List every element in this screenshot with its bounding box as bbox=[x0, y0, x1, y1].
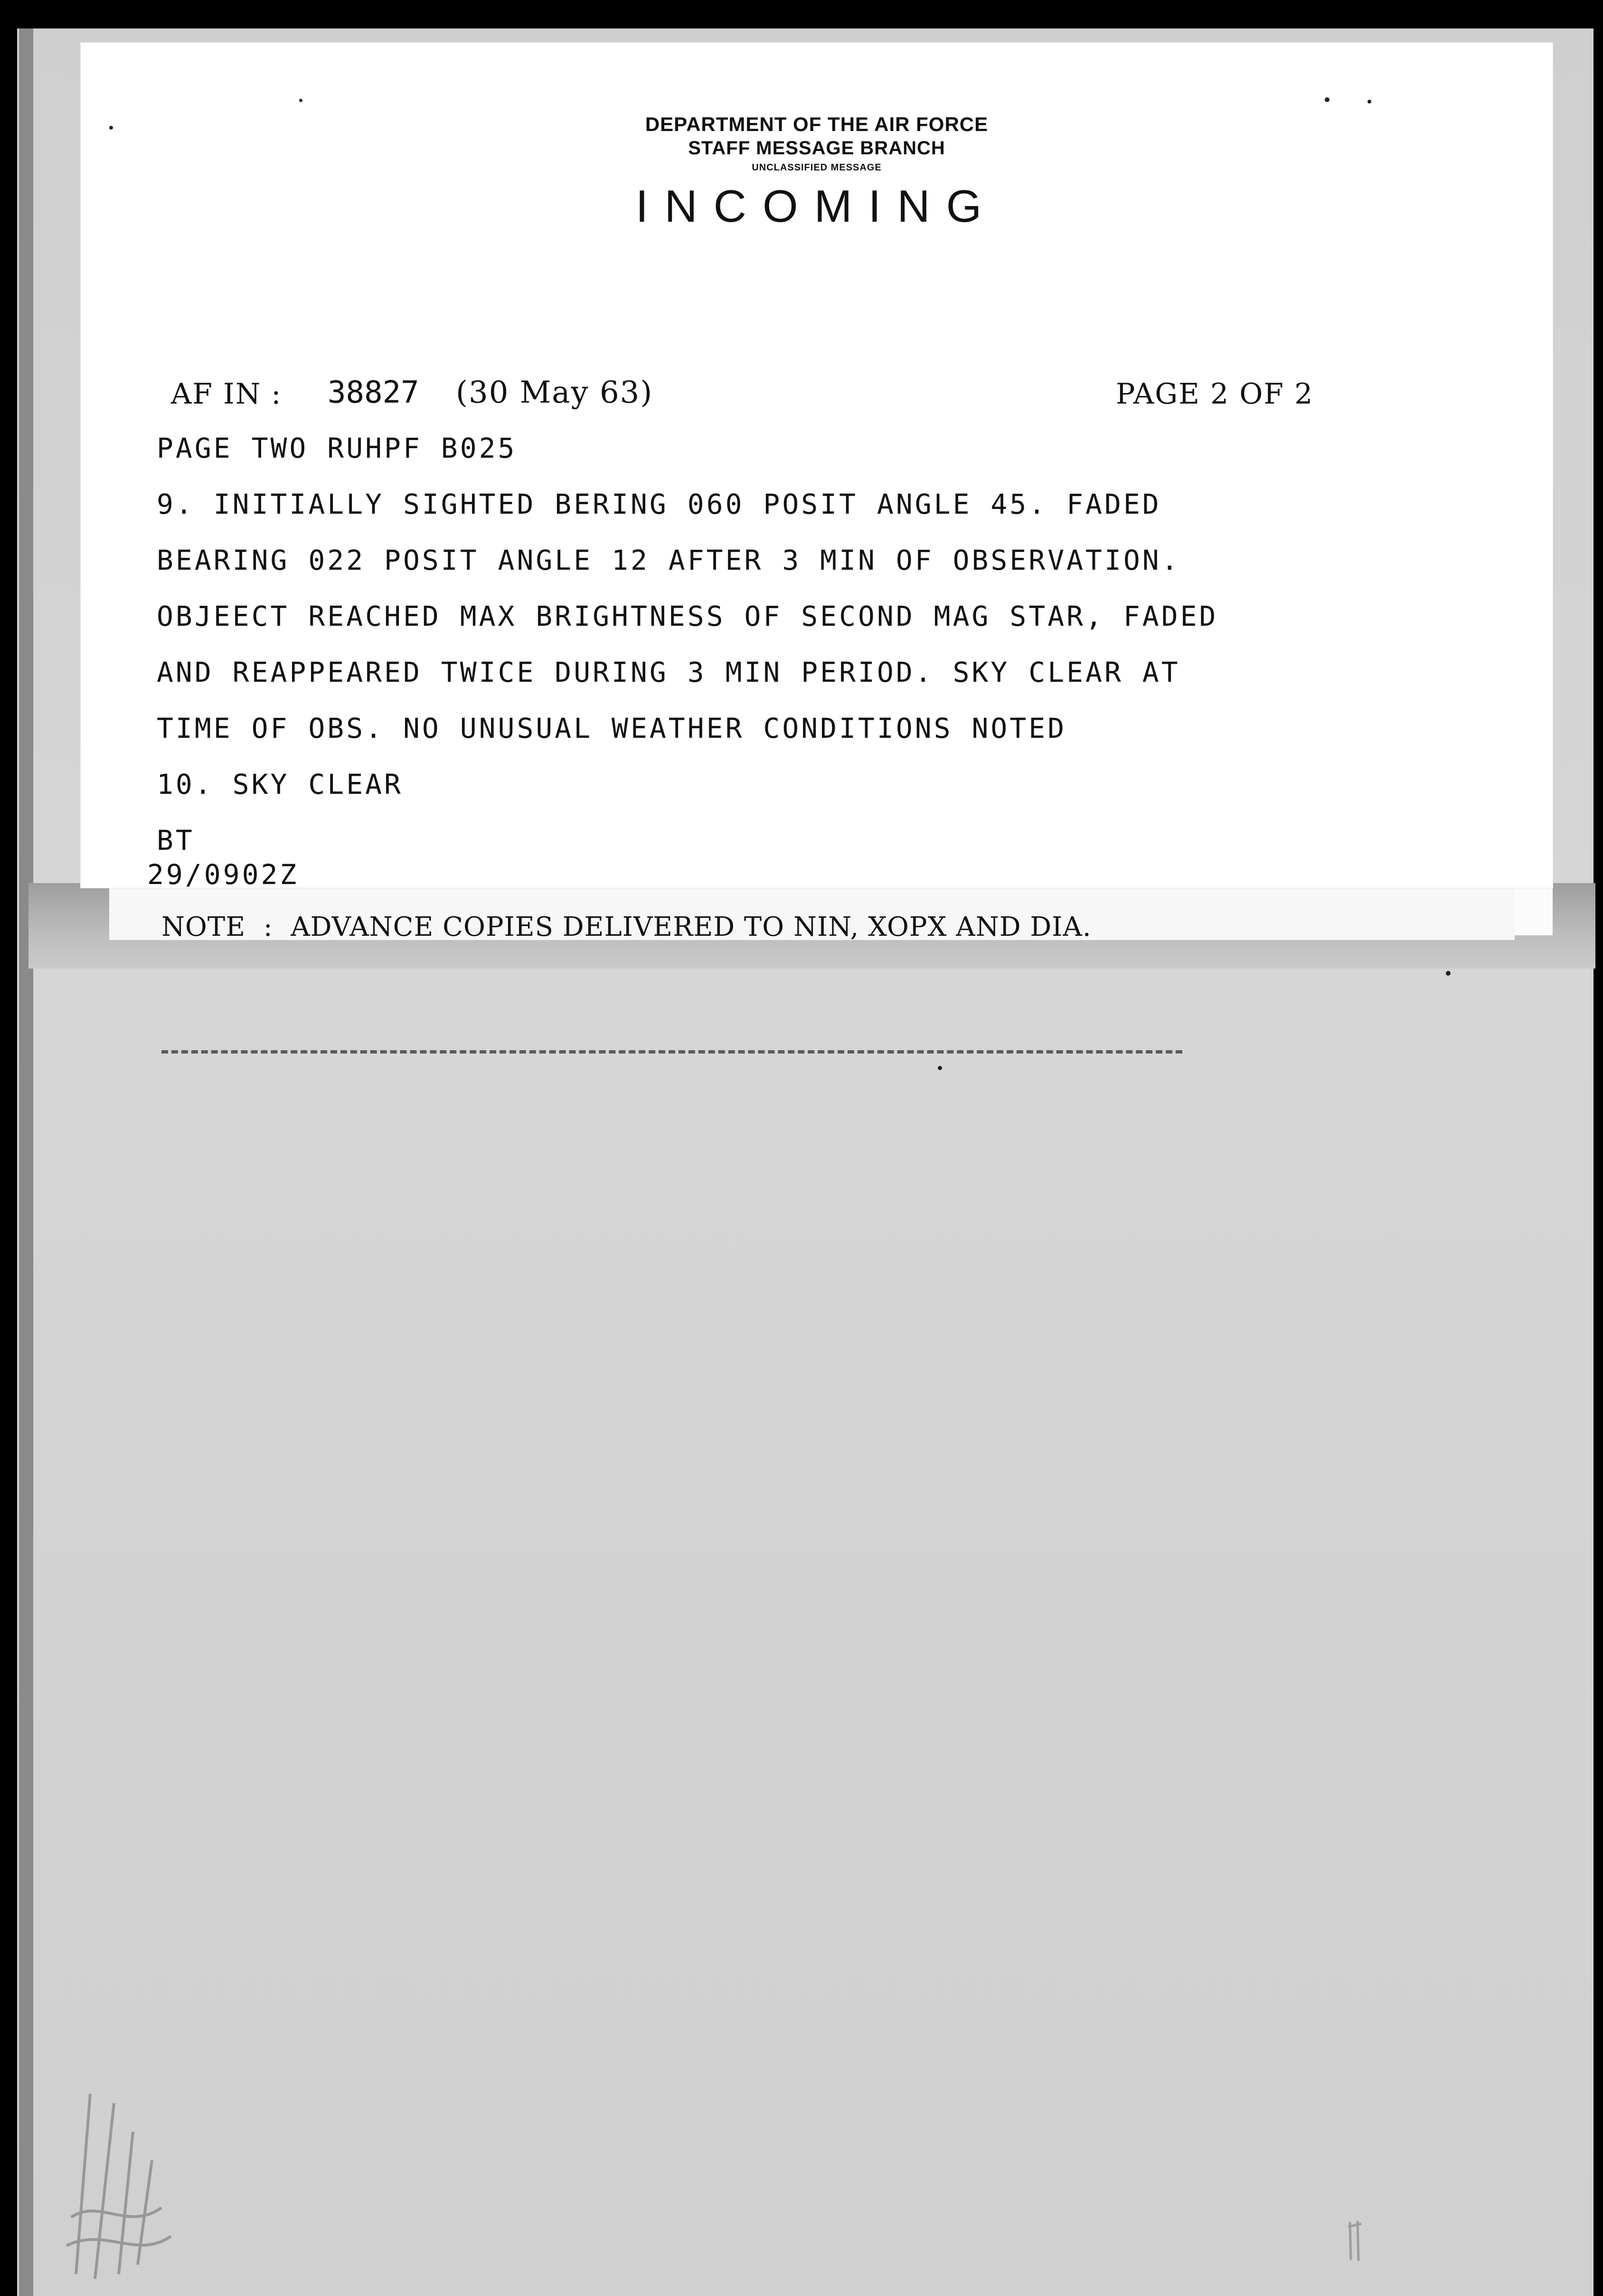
dust-speck bbox=[1367, 100, 1371, 104]
pencil-marks bbox=[1346, 2217, 1365, 2265]
film-edge-strip bbox=[19, 28, 33, 2296]
body-line: BT bbox=[157, 824, 195, 856]
dust-speck bbox=[109, 126, 113, 130]
af-in-label: AF IN : bbox=[171, 377, 282, 411]
branch-heading: STAFF MESSAGE BRANCH bbox=[688, 138, 945, 159]
tear-line bbox=[161, 1050, 1182, 1054]
body-line: AND REAPPEARED TWICE DURING 3 MIN PERIOD. SKY CLEAR AT bbox=[157, 656, 1180, 688]
body-line: TIME OF OBS. NO UNUSUAL WEATHER CONDITIONS NOTED bbox=[157, 712, 1067, 744]
dust-speck bbox=[1446, 971, 1451, 976]
body-line: BEARING 022 POSIT ANGLE 12 AFTER 3 MIN OF OBSERVATION. bbox=[157, 544, 1180, 576]
pencil-marks bbox=[57, 2075, 180, 2284]
dust-speck bbox=[938, 1066, 942, 1070]
message-sheet bbox=[81, 43, 1553, 888]
body-line: 29/0902Z bbox=[147, 858, 299, 891]
classification-label: UNCLASSIFIED MESSAGE bbox=[752, 162, 882, 173]
department-heading: DEPARTMENT OF THE AIR FORCE bbox=[645, 113, 989, 135]
af-in-number: 38827 bbox=[328, 375, 419, 410]
body-line: PAGE TWO RUHPF B025 bbox=[157, 432, 517, 464]
page-indicator: PAGE 2 OF 2 bbox=[1116, 377, 1314, 411]
dust-speck bbox=[299, 99, 302, 102]
delivery-note: NOTE : ADVANCE COPIES DELIVERED TO NIN, XOPX AND DIA. bbox=[161, 912, 1092, 942]
body-line: 10. SKY CLEAR bbox=[157, 768, 403, 800]
dust-speck bbox=[1325, 97, 1330, 102]
body-line: 9. INITIALLY SIGHTED BERING 060 POSIT ANGLE 45. FADED bbox=[157, 488, 1161, 520]
message-date: (30 May 63) bbox=[456, 375, 653, 410]
incoming-title: INCOMING bbox=[635, 181, 998, 232]
body-line: OBJEECT REACHED MAX BRIGHTNESS OF SECOND MAG STAR, FADED bbox=[157, 600, 1218, 632]
